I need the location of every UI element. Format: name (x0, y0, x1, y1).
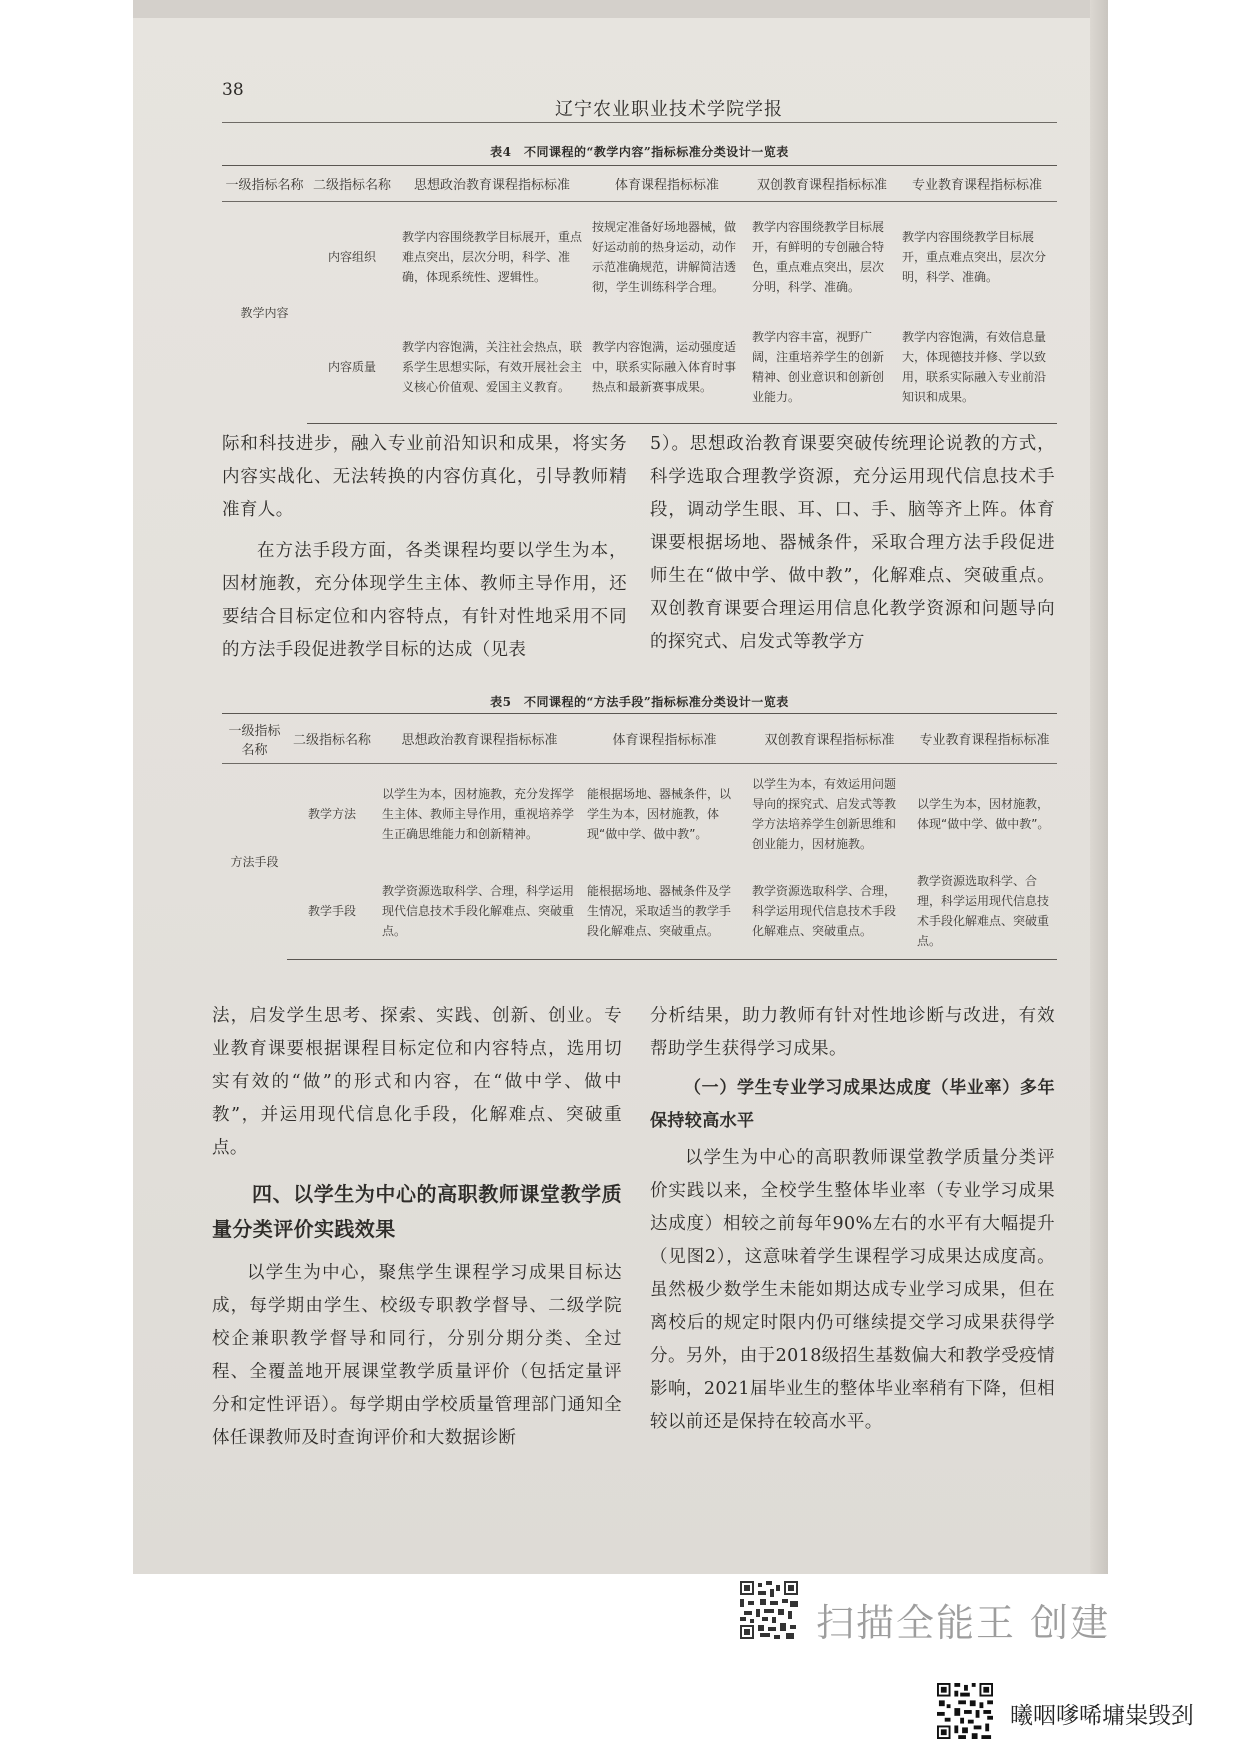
paragraph: 法，启发学生思考、探索、实践、创新、创业。专业教育课要根据课程目标定位和内容特点，选用切实有效的“做”的形式和内容，在“做中学、做中教”，并运用现代信息化手段，化解难点、突破重点。 (212, 1006, 622, 1158)
table5-cell: 能根据场地、器械条件及学生情况，采取适当的教学手段化解难点、突破重点。 (582, 864, 747, 960)
bottom-left-column (212, 1000, 622, 1455)
table5-level2: 教学方法 (307, 806, 356, 821)
mid-left-column (222, 428, 627, 667)
header-rule (222, 122, 1057, 123)
table4-caption: 表4 不同课程的“教学内容”指标标准分类设计一览表 (490, 145, 789, 159)
table5-cell: 教学资源选取科学、合理，科学运用现代信息技术手段化解难点、突破重点。 (912, 864, 1057, 960)
qr-code-icon (740, 1581, 798, 1639)
paragraph: 分析结果，助力教师有针对性地诊断与改进，有效帮助学生获得学习成果。 (650, 1006, 1055, 1059)
table5-header: 体育课程指标标准 (582, 714, 747, 764)
table4-header: 双创教育课程指标标准 (747, 166, 897, 202)
table4-header: 体育课程指标标准 (587, 166, 747, 202)
table4-header: 一级指标名称 (222, 166, 307, 202)
table4-cell: 教学内容围绕教学目标展开，重点难点突出，层次分明，科学、准确，体现系统性、逻辑性。 (402, 229, 583, 284)
page-edge-shadow (1090, 0, 1108, 1574)
table5-cell: 以学生为本，因材施教，体现“做中学、做中教”。 (917, 796, 1050, 831)
scanner-watermark: 扫描全能王 创建 (816, 1601, 1111, 1645)
table5 (222, 713, 1057, 960)
footer-watermark: 曦咽嗲唏墉粜毁刭 (1010, 1703, 1194, 1729)
paragraph: 际和科技进步，融入专业前沿知识和成果，将实务内容实战化、无法转换的内容仿真化，引导教师精准育人。 (222, 434, 627, 520)
table5-header: 双创教育课程指标标准 (747, 714, 912, 764)
table4-header: 思想政治教育课程指标标准 (397, 166, 587, 202)
table5-header: 专业教育课程指标标准 (912, 714, 1057, 764)
table4-level1: 教学内容 (240, 305, 289, 320)
paragraph: 以学生为中心，聚焦学生课程学习成果目标达成，每学期由学生、校级专职教学督导、二级学院校企兼职教学督导和同行，分别分期分类、全过程、全覆盖地开展课堂教学质量评价（包括定量评分和定性评语）。每学期由学校质量管理部门通知全体任课教师及时查询评价和大数据诊断 (212, 1263, 622, 1448)
table4-level2: 内容质量 (307, 312, 397, 424)
qr-code-icon (937, 1683, 993, 1739)
bottom-right-column (650, 1000, 1055, 1439)
mid-right-column (650, 428, 1055, 659)
table5-cell: 以学生为本，有效运用问题导向的探究式、启发式等教学方法培养学生创新思维和创业能力，因材施教。 (752, 776, 897, 851)
table5-caption: 表5 不同课程的“方法手段”指标标准分类设计一览表 (490, 695, 789, 709)
table4-cell: 教学内容饱满，运动强度适中，联系实际融入体育时事热点和最新赛事成果。 (587, 312, 747, 424)
table4-cell: 教学内容围绕教学目标展开，重点难点突出，层次分明，科学、准确。 (902, 229, 1047, 284)
table4-level2: 内容组织 (327, 249, 376, 264)
journal-title: 辽宁农业职业技术学院学报 (555, 99, 783, 120)
table5-cell: 教学资源选取科学、合理，科学运用现代信息技术手段化解难点、突破重点。 (747, 864, 912, 960)
section-heading: 四、以学生为中心的高职教师课堂教学质量分类评价实践效果 (212, 1182, 622, 1241)
table4-cell: 按规定准备好场地器械，做好运动前的热身运动，动作示范准确规范，讲解简洁透彻，学生训练科学合理。 (592, 219, 737, 294)
table5-cell: 以学生为本，因材施教，充分发挥学生主体、教师主导作用，重视培养学生正确思维能力和创新精神。 (382, 786, 575, 841)
table4-cell: 教学内容饱满，有效信息量大，体现德技并修、学以致用，联系实际融入专业前沿知识和成果。 (897, 312, 1057, 424)
paragraph: 在方法手段方面，各类课程均要以学生为本，因材施教，充分体现学生主体、教师主导作用，还要结合目标定位和内容特点，有针对性地采用不同的方法手段促进教学目标的达成（见表 (222, 541, 627, 660)
table4 (222, 165, 1057, 424)
page-number: 38 (222, 80, 244, 100)
subsection-heading: （一）学生专业学习成果达成度（毕业率）多年保持较高水平 (650, 1078, 1055, 1131)
photo-top-shadow (133, 0, 1108, 18)
table4-cell: 教学内容围绕教学目标展开，有鲜明的专创融合特色，重点难点突出，层次分明，科学、准确。 (752, 219, 885, 294)
paragraph: 以学生为中心的高职教师课堂教学质量分类评价实践以来，全校学生整体毕业率（专业学习成果达成度）相较之前每年90%左右的水平有大幅提升（见图2），这意味着学生课程学习成果达成度高。虽然极少数学生未能如期达成专业学习成果，但在离校后的规定时限内仍可继续提交学习成果获得学分。另外，由于2018级招生基数偏大和教学受疫情影响，2021届毕业生的整体毕业率稍有下降，但相较以前还是保持在较高水平。 (650, 1148, 1055, 1432)
table4-cell: 教学内容饱满，关注社会热点，联系学生思想实际，有效开展社会主义核心价值观、爱国主义教育。 (397, 312, 587, 424)
table5-cell: 教学资源选取科学、合理，科学运用现代信息技术手段化解难点、突破重点。 (377, 864, 582, 960)
table5-header: 思想政治教育课程指标标准 (377, 714, 582, 764)
table5-header: 二级指标名称 (287, 714, 377, 764)
table4-cell: 教学内容丰富，视野广阔，注重培养学生的创新精神、创业意识和创新创业能力。 (747, 312, 897, 424)
table5-level1: 方法手段 (230, 854, 279, 869)
table4-header: 二级指标名称 (307, 166, 397, 202)
table5-header: 一级指标名称 (222, 714, 287, 764)
table5-cell: 能根据场地、器械条件，以学生为本，因材施教，体现“做中学、做中教”。 (587, 786, 732, 841)
table4-header: 专业教育课程指标标准 (897, 166, 1057, 202)
table5-level2: 教学手段 (287, 864, 377, 960)
paragraph: 5）。思想政治教育课要突破传统理论说教的方式，科学选取合理教学资源，充分运用现代信息技术手段，调动学生眼、耳、口、手、脑等齐上阵。体育课要根据场地、器械条件，采取合理方法手段促进师生在“做中学、做中教”，化解难点、突破重点。双创教育课要合理运用信息化教学资源和问题导向的探究式、启发式等教学方 (650, 434, 1055, 652)
